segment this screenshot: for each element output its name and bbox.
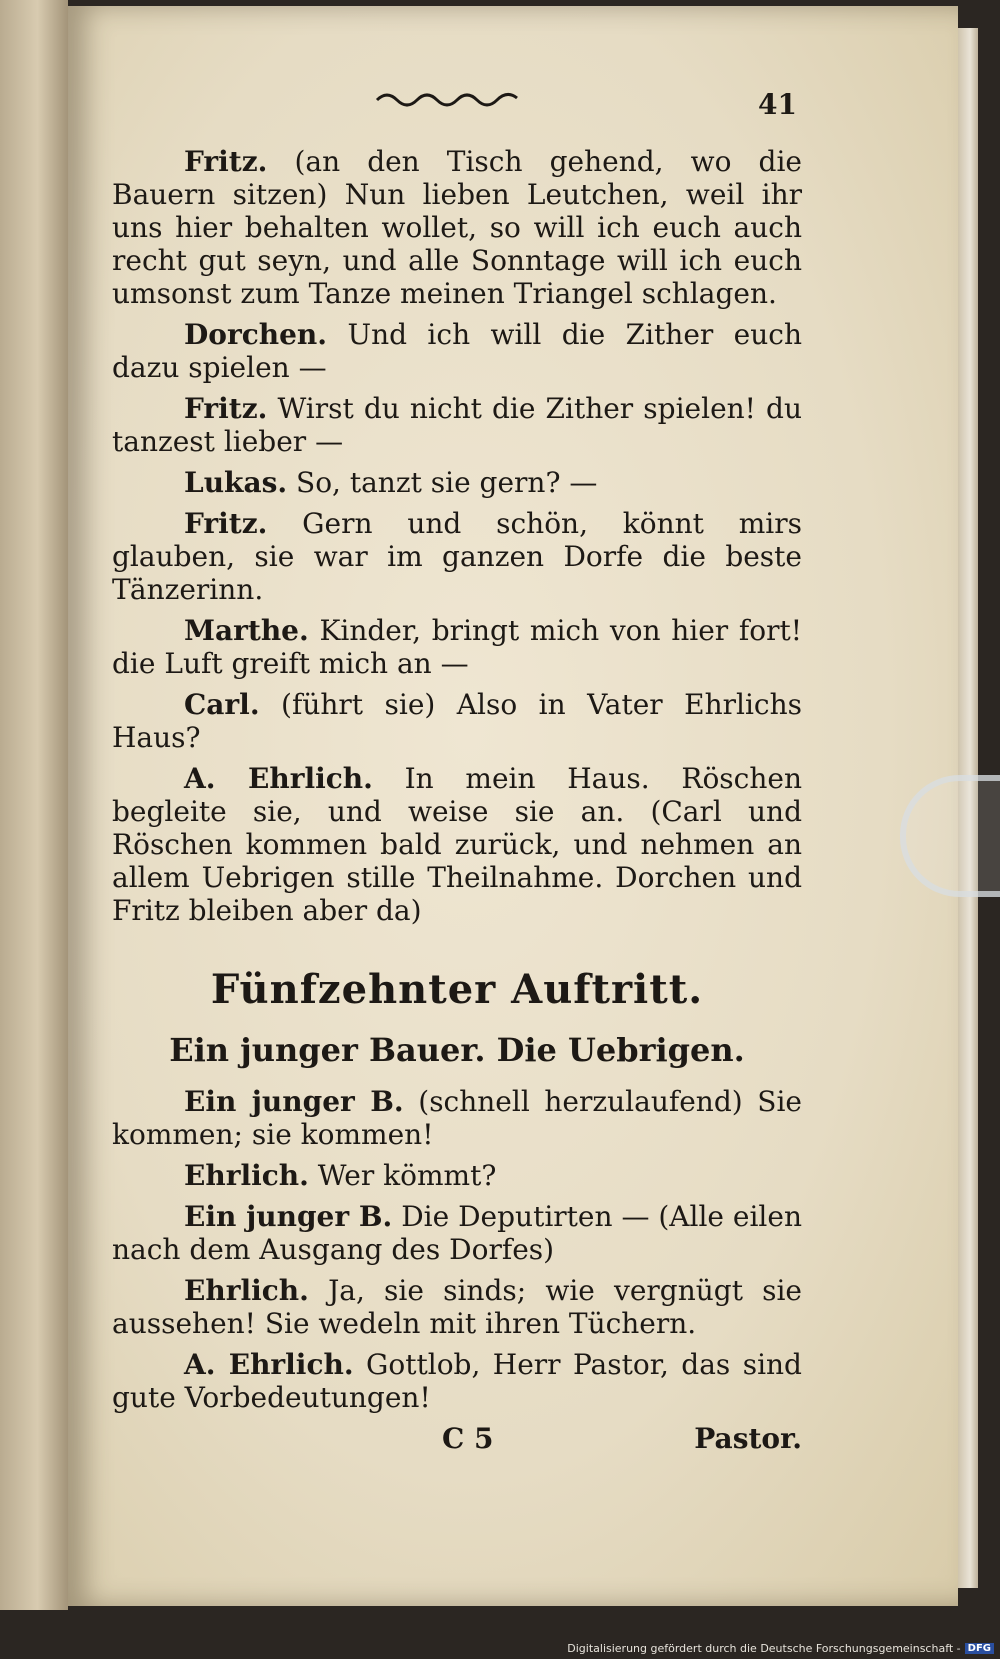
speech (112, 614, 802, 680)
speech-text: Gern und schön, könnt mirs glauben, sie war im ganzen Dorfe die beste Tänzerinn. (112, 507, 802, 606)
scene-title: Fünfzehnter Auftritt. (210, 966, 704, 1013)
speech-text: Gottlob, Herr Pastor, das sind gute Vorbedeutungen! (112, 1348, 802, 1414)
speaker-name: A. Ehrlich. (184, 762, 373, 795)
speech-text: Und ich will die Zither euch dazu spielen — (112, 318, 802, 384)
facing-page-edge (0, 0, 68, 1610)
speech-text: Wer kömmt? (317, 1159, 497, 1192)
speech (112, 1085, 802, 1151)
speech-text: (führt sie) Also in Vater Ehrlichs Haus? (112, 688, 802, 754)
speaker-name: Ein junger B. (184, 1085, 404, 1118)
speaker-name: Carl. (184, 688, 260, 721)
speech-text: (an den Tisch gehend, wo die Bauern sitzen) Nun lieben Leutchen, weil ihr uns hier behalten wollet, so will ich euch auch recht gut seyn, und alle Sonntage will ich euch umsonst zum Tanze meinen Triangel schlagen. (112, 145, 803, 310)
speech-text: Kinder, bringt mich von hier fort! die Luft greift mich an — (112, 614, 802, 680)
speaker-name: Ehrlich. (184, 1274, 309, 1307)
digitization-credit (567, 1642, 994, 1655)
dfg-logo: DFG (965, 1643, 994, 1654)
speaker-name: Fritz. (184, 392, 268, 425)
speech (112, 1159, 802, 1192)
page-text (112, 145, 802, 1455)
speech-text: Die Deputirten — (Alle eilen nach dem Ausgang des Dorfes) (112, 1200, 802, 1266)
signature-mark: C 5 (442, 1422, 494, 1455)
speech-text: Ja, sie sinds; wie vergnügt sie aussehen! Sie wedeln mit ihren Tüchern. (112, 1274, 803, 1340)
speech-text: (schnell herzulaufend) Sie kommen; sie kommen! (112, 1085, 802, 1151)
speaker-name: A. Ehrlich. (184, 1348, 354, 1381)
page-number: 41 (758, 88, 797, 121)
speaker-name: Dorchen. (184, 318, 328, 351)
speech (112, 688, 802, 754)
speaker-name: Fritz. (184, 507, 268, 540)
speech-text: In mein Haus. Röschen begleite sie, und weise sie an. (Carl und Röschen kommen bald zurück, und nehmen an allem Uebrigen stille Theilnahme. Dorchen und Fritz bleiben aber da) (112, 762, 802, 927)
speech (112, 1348, 802, 1414)
speech (112, 392, 802, 458)
speaker-name: Fritz. (184, 145, 268, 178)
speech (112, 762, 802, 927)
catchword: Pastor. (694, 1422, 802, 1455)
page-footer (112, 1422, 802, 1455)
speaker-name: Ein junger B. (184, 1200, 393, 1233)
wavy-line-ornament-icon (375, 88, 525, 116)
speech (112, 466, 802, 499)
speech (112, 1200, 802, 1266)
speaker-name: Lukas. (184, 466, 288, 499)
speech (112, 507, 802, 606)
speech (112, 1274, 802, 1340)
speaker-name: Ehrlich. (184, 1159, 309, 1192)
speech (112, 145, 802, 310)
speech-text: Wirst du nicht die Zither spielen! du tanzest lieber — (112, 392, 803, 458)
credit-text: Digitalisierung gefördert durch die Deutsche Forschungsgemeinschaft - (567, 1642, 961, 1655)
speech-text: So, tanzt sie gern? — (296, 466, 598, 499)
speech (112, 318, 802, 384)
speaker-name: Marthe. (184, 614, 309, 647)
scene-characters: Ein junger Bauer. Die Uebrigen. (169, 1031, 745, 1069)
